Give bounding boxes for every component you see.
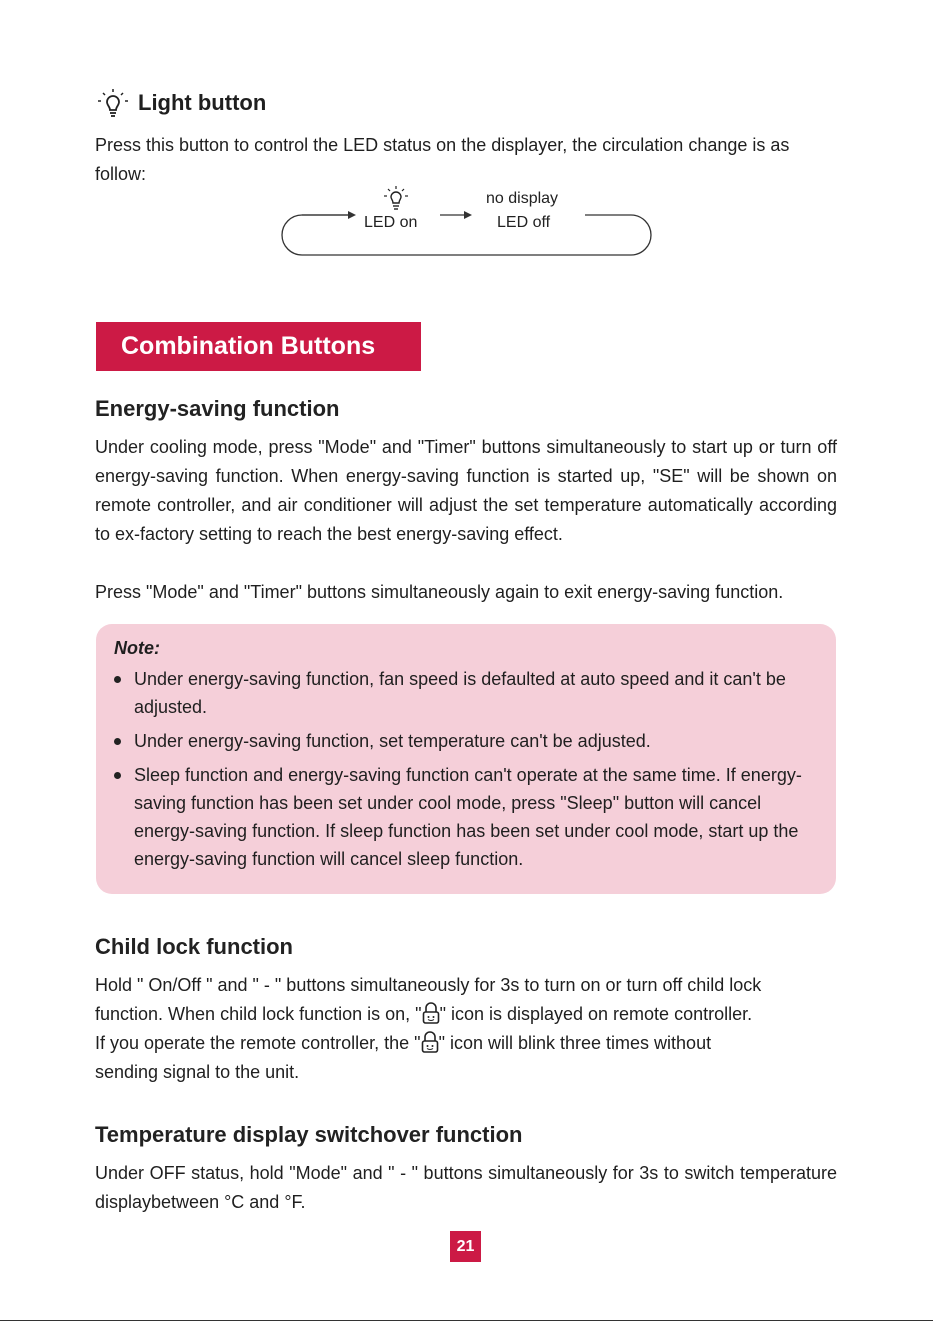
bullet-icon	[114, 772, 121, 779]
child-lock-title: Child lock function	[95, 934, 293, 959]
led-off-label: LED off	[497, 214, 551, 231]
note-item: Sleep function and energy-saving function can't operate at the same time. If energy-saving function has been set under cool mode, press "Sleep" button will cancel energy-saving function. If sleep function has been set under cool mode, start up the energy-saving function will cancel sleep function.	[114, 761, 816, 873]
energy-saving-description: Under cooling mode, press "Mode" and "Timer" buttons simultaneously to start up or turn off energy-saving function. When energy-saving function is started up, "SE" will be shown on remote controller, and air conditioner will adjust the set temperature automatically according to ex-factory setting to reach the best energy-saving effect.	[95, 437, 837, 544]
led-on-label: LED on	[364, 214, 418, 231]
energy-saving-title: Energy-saving function	[95, 396, 340, 421]
page-bottom-divider	[0, 1320, 933, 1321]
bullet-icon	[114, 738, 121, 745]
note-item: Under energy-saving function, fan speed is defaulted at auto speed and it can't be adjusted.	[114, 665, 816, 721]
energy-saving-exit: Press "Mode" and "Timer" buttons simultaneously again to exit energy-saving function.	[95, 582, 784, 602]
child-lock-line-2: function. When child lock function is on, " " icon is displayed on remote controller.	[95, 1004, 753, 1024]
page-number: 21	[450, 1231, 481, 1262]
light-button-heading	[96, 88, 266, 118]
temperature-display-title: Temperature display switchover function	[95, 1122, 523, 1147]
bullet-icon	[114, 676, 121, 683]
temperature-display-description: Under OFF status, hold "Mode" and " - " buttons simultaneously for 3s to switch temperature displaybetween °C and °F.	[95, 1163, 837, 1212]
child-lock-line-4: sending signal to the unit.	[95, 1062, 300, 1082]
lit-bulb-icon	[384, 186, 408, 209]
padlock-icon	[422, 1002, 440, 1024]
note-item: Under energy-saving function, set temperature can't be adjusted.	[114, 727, 816, 755]
padlock-icon	[421, 1031, 439, 1053]
combination-buttons-banner	[96, 322, 421, 371]
no-display-label: no display	[486, 190, 559, 207]
section-title: Light button	[138, 90, 267, 115]
note-title: Note:	[114, 638, 160, 658]
banner-title: Combination Buttons	[121, 332, 376, 360]
note-list	[114, 665, 816, 873]
light-description: Press this button to control the LED status on the displayer, the circulation change is as follow:	[95, 135, 790, 184]
child-lock-line-3: If you operate the remote controller, the " " icon will blink three times without	[95, 1033, 712, 1053]
led-cycle-diagram	[280, 184, 652, 258]
lightbulb-icon	[96, 88, 130, 118]
child-lock-line-1: Hold " On/Off " and " - " buttons simultaneously for 3s to turn on or turn off child lock	[95, 975, 762, 995]
cycle-diagram-lines	[280, 184, 652, 258]
note-box	[96, 624, 836, 894]
